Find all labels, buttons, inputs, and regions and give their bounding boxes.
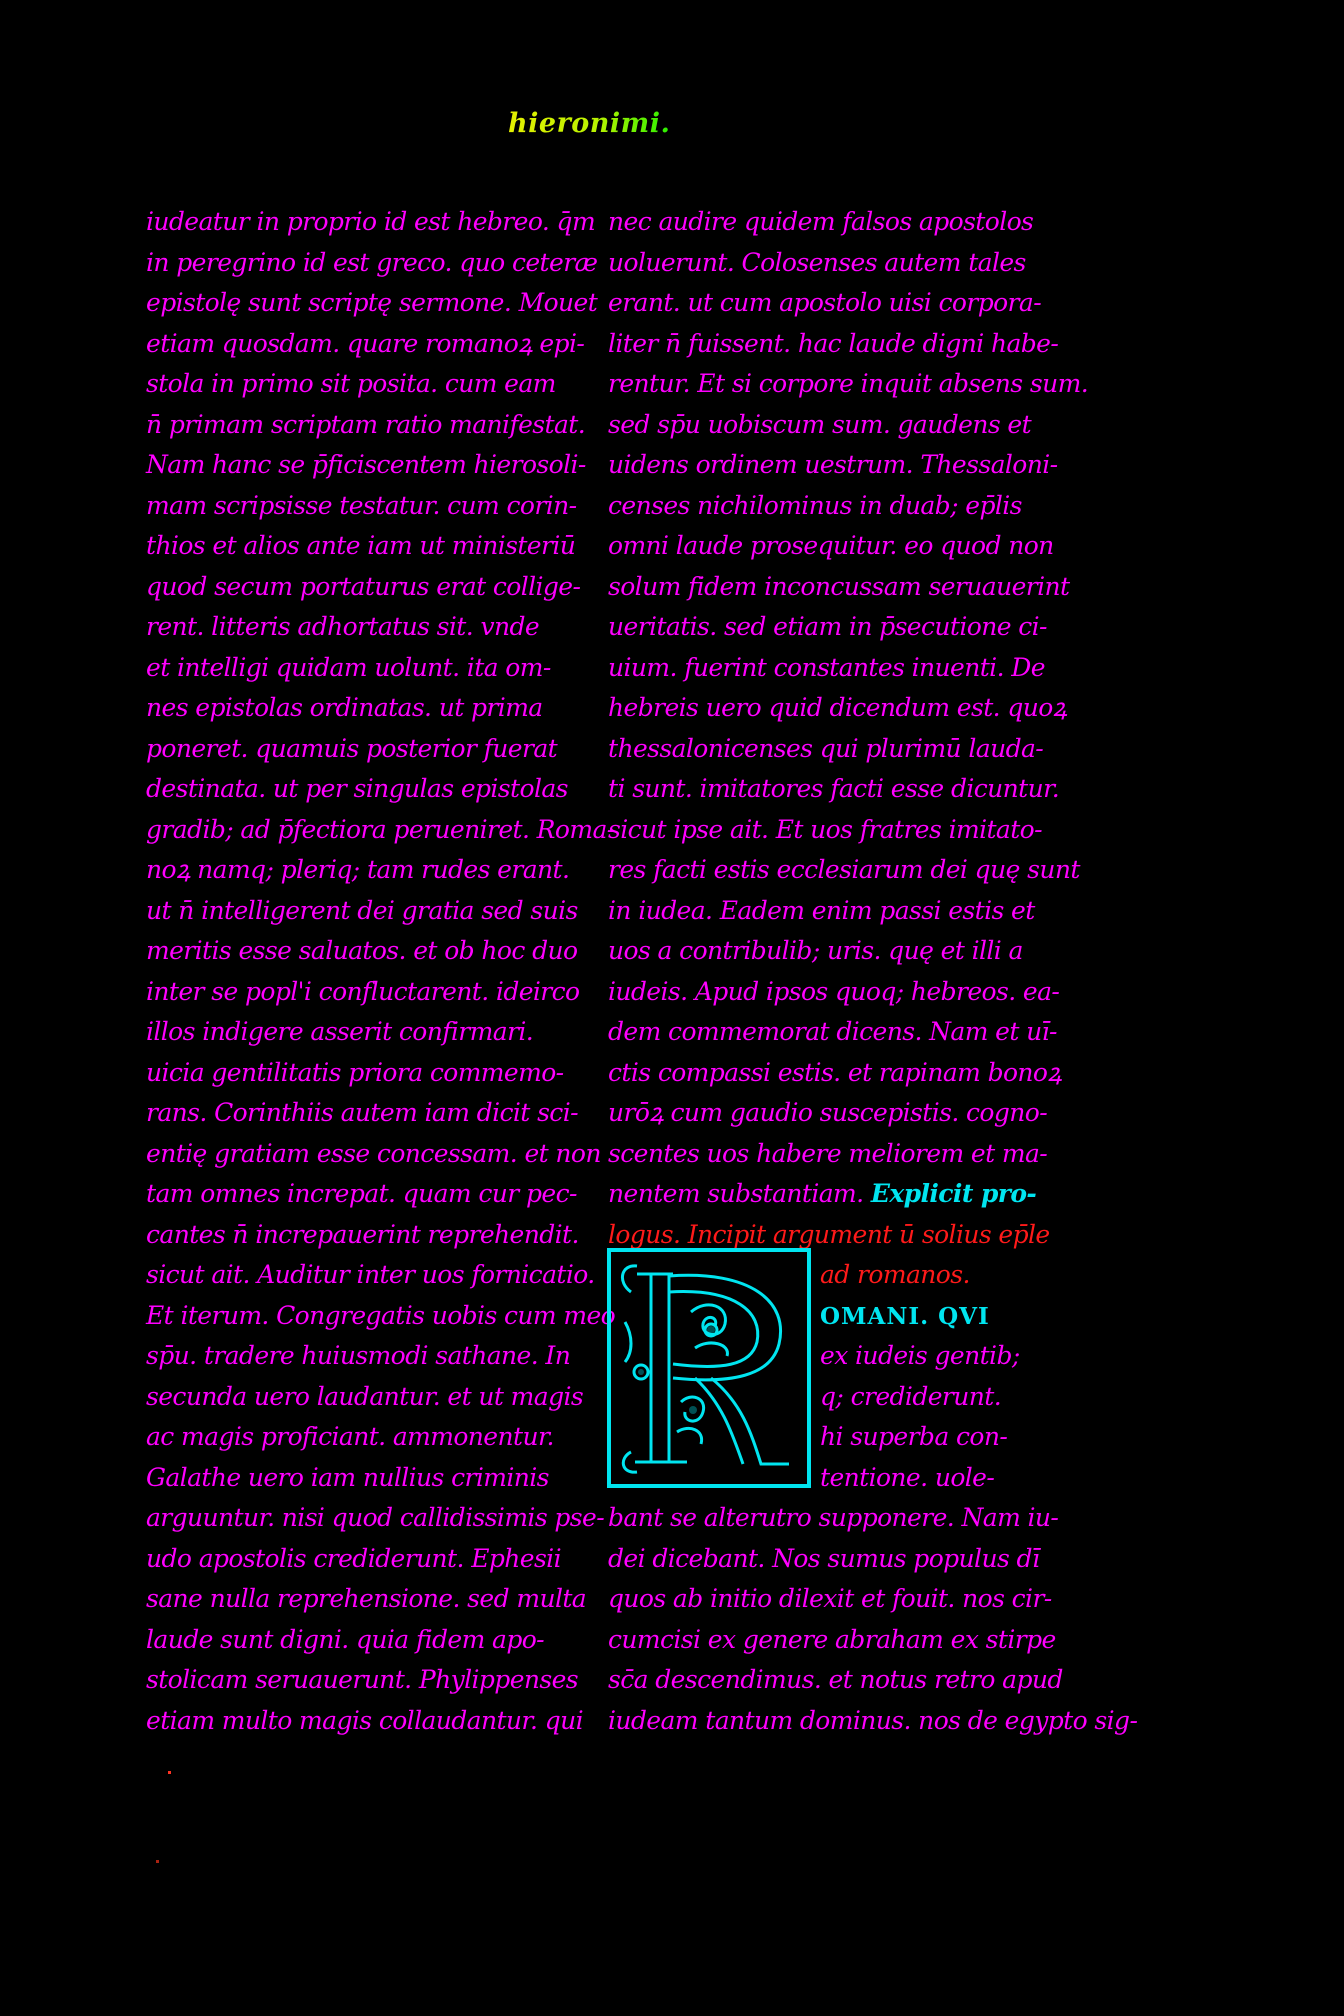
text-line: destinata. ut per singulas epistolas bbox=[146, 774, 568, 803]
text-line: meritis esse saluatos. et ob hoc duo bbox=[146, 936, 578, 965]
text-line: noꝝ namq; pleriq; tam rudes erant. bbox=[146, 855, 570, 884]
incipit-caps: OMANI. QVI bbox=[820, 1302, 990, 1330]
text-line: thios et alios ante iam ut ministeriū bbox=[146, 531, 576, 560]
text-line: urōꝝ cum gaudio suscepistis. cogno- bbox=[608, 1098, 1048, 1127]
text-line: uos a contribulib; uris. quę et illi a bbox=[608, 936, 1023, 965]
text-line: iudeis. Apud ipsos quoq; hebreos. ea- bbox=[608, 976, 1060, 1006]
text-line: ti sunt. imitatores facti esse dicuntur. bbox=[608, 774, 1060, 803]
decorated-initial-r-icon bbox=[607, 1248, 811, 1488]
text-line: rentur. Et si corpore inquit absens sum. bbox=[608, 369, 1089, 398]
text-line: n̄ primam scriptam ratio manifestat. bbox=[146, 409, 586, 439]
explicit-rubric-end: logus. bbox=[608, 1219, 681, 1249]
text-line: tentione. uole- bbox=[820, 1462, 995, 1492]
text-line: gradib; ad p̄fectiora perueniret. Roma- bbox=[146, 814, 615, 844]
text-line: entię gratiam esse concessam. et non bbox=[146, 1138, 601, 1168]
text-line: sane nulla reprehensione. sed multa bbox=[146, 1584, 587, 1613]
text-line: cantes n̄ increpauerint reprehendit. bbox=[146, 1219, 579, 1249]
text-line: etiam quosdam. quare romanoꝝ epi- bbox=[146, 328, 585, 358]
text-line: scentes uos habere meliorem et ma- bbox=[608, 1138, 1048, 1168]
initial-r-illumination bbox=[611, 1252, 807, 1484]
ink-speck bbox=[168, 1771, 171, 1774]
text-line: mam scripsisse testatur. cum corin- bbox=[146, 490, 577, 520]
text-line: nes epistolas ordinatas. ut prima bbox=[146, 693, 543, 722]
text-line: thessalonicenses qui plurimū lauda- bbox=[608, 733, 1044, 763]
text-line: Nam hanc se p̄ficiscentem hierosoli- bbox=[146, 450, 586, 479]
text-line: in iudea. Eadem enim passi estis et bbox=[608, 895, 1035, 925]
incipit-rubric: Incipit argument bbox=[687, 1219, 892, 1249]
text-line: in peregrino id est greco. quo ceteræ bbox=[146, 247, 598, 277]
text-line: ctis compassi estis. et rapinam bonoꝝ bbox=[608, 1057, 1062, 1087]
text-line: laude sunt digni. quia fidem apo- bbox=[146, 1624, 545, 1654]
text-line: quod secum portaturus erat collige- bbox=[146, 571, 581, 601]
text-line-end: nentem substantiam. bbox=[608, 1179, 864, 1208]
rubric-title-line: ad romanos. bbox=[820, 1260, 970, 1289]
text-line: sicut ait. Auditur inter uos fornicatio. bbox=[146, 1260, 595, 1289]
text-line: sp̄u. tradere huiusmodi sathane. In bbox=[146, 1341, 571, 1370]
text-line: res facti estis ecclesiarum dei quę sunt bbox=[608, 855, 1080, 884]
text-line: hi superba con- bbox=[820, 1422, 1008, 1451]
text-line: tam omnes increpat. quam cur pec- bbox=[146, 1179, 577, 1208]
text-line: et intelligi quidam uolunt. ita om- bbox=[146, 652, 551, 682]
text-line: stola in primo sit posita. cum eam bbox=[146, 369, 556, 398]
text-line: quos ab initio dilexit et fouit. nos cir- bbox=[608, 1584, 1052, 1613]
text-line: dei dicebant. Nos sumus populus dī bbox=[608, 1543, 1040, 1573]
text-line: sicut ipse ait. Et uos fratres imitato- bbox=[608, 814, 1042, 844]
text-line: rans. Corinthiis autem iam dicit sci- bbox=[146, 1098, 578, 1127]
text-line: illos indigere asserit confirmari. bbox=[146, 1017, 534, 1046]
text-line: solum fidem inconcussam seruauerint bbox=[608, 571, 1070, 601]
text-line: censes nichilominus in duab; ep̄lis bbox=[608, 490, 1022, 520]
text-line: poneret. quamuis posterior fuerat bbox=[146, 733, 558, 763]
text-line: ex iudeis gentib; bbox=[820, 1341, 1020, 1370]
text-line: rent. litteris adhortatus sit. vnde bbox=[146, 612, 540, 641]
text-line: uium. fuerint constantes inuenti. De bbox=[608, 652, 1045, 682]
right-text-column bbox=[608, 202, 1138, 1741]
text-line: uidens ordinem uestrum. Thessaloni- bbox=[608, 450, 1058, 479]
explicit-rubric: Explicit pro- bbox=[870, 1179, 1037, 1208]
text-line: stolicam seruauerunt. Phylippenses bbox=[146, 1665, 579, 1694]
text-line: inter se popl'i confluctarent. ideirco bbox=[146, 976, 580, 1006]
text-line: iudeam tantum dominus. nos de egypto sig- bbox=[608, 1705, 1138, 1735]
text-line: nec audire quidem falsos apostolos bbox=[608, 207, 1034, 236]
text-line: uicia gentilitatis priora commemo- bbox=[146, 1057, 564, 1087]
text-line: etiam multo magis collaudantur. qui bbox=[146, 1705, 584, 1735]
text-line: epistolę sunt scriptę sermone. Mouet bbox=[146, 288, 598, 317]
text-line: sed sp̄u uobiscum sum. gaudens et bbox=[608, 409, 1032, 439]
text-line-explicit-start bbox=[608, 1174, 1037, 1215]
text-line: ac magis proficiant. ammonentur. bbox=[146, 1422, 554, 1451]
text-line: ut n̄ intelligerent dei gratia sed suis bbox=[146, 895, 578, 925]
text-line: udo apostolis crediderunt. Ephesii bbox=[146, 1543, 561, 1573]
running-head: hieronimi. bbox=[508, 108, 671, 139]
text-line: dem commemorat dicens. Nam et uī- bbox=[608, 1017, 1057, 1046]
text-line: secunda uero laudantur. et ut magis bbox=[146, 1381, 584, 1411]
text-line: erant. ut cum apostolo uisi corpora- bbox=[608, 288, 1042, 317]
text-line: omni laude prosequitur. eo quod non bbox=[608, 531, 1054, 560]
text-line: sc̄a descendimus. et notus retro apud bbox=[608, 1665, 1063, 1694]
text-line: iudeatur in proprio id est hebreo. q̄m bbox=[146, 207, 596, 236]
incipit-rubric-cont: ū solius ep̄le bbox=[899, 1219, 1050, 1249]
text-line: ueritatis. sed etiam in p̄secutione ci- bbox=[608, 612, 1047, 641]
ink-speck bbox=[156, 1860, 159, 1863]
text-line: q; crediderunt. bbox=[820, 1381, 1002, 1411]
text-line: Galathe uero iam nullius criminis bbox=[146, 1462, 549, 1492]
text-line: bant se alterutro supponere. Nam iu- bbox=[608, 1503, 1059, 1532]
text-line: uoluerunt. Colosenses autem tales bbox=[608, 247, 1026, 277]
text-line: cumcisi ex genere abraham ex stirpe bbox=[608, 1624, 1056, 1654]
text-line: Et iterum. Congregatis uobis cum meo bbox=[146, 1300, 616, 1330]
left-text-column bbox=[146, 202, 616, 1741]
text-line: liter n̄ fuissent. hac laude digni habe- bbox=[608, 328, 1059, 358]
text-line: hebreis uero quid dicendum est. quoꝝ bbox=[608, 693, 1067, 722]
text-line: arguuntur. nisi quod callidissimis pse- bbox=[146, 1503, 605, 1532]
